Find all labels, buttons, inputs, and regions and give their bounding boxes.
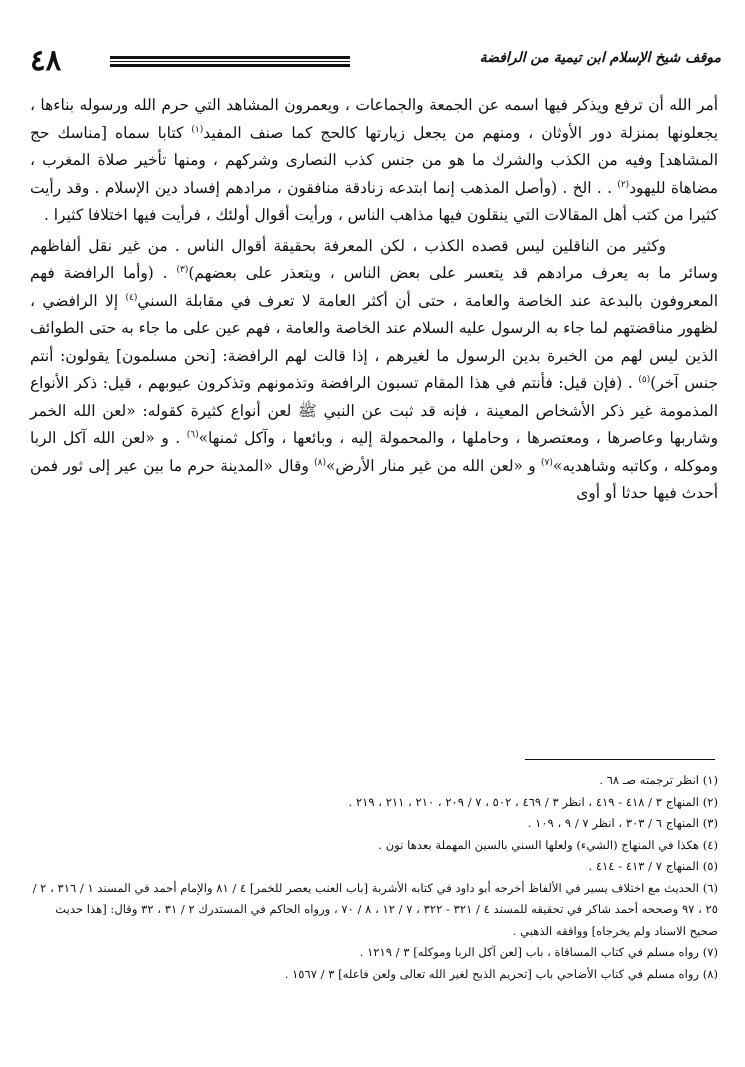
- footnote-3: (٣) المنهاج ٦ / ٣٠٣ ، انظر ٧ / ٩ ، ١٠٩ .: [527, 816, 718, 830]
- footnote-ref-8: (٨): [314, 457, 326, 468]
- paragraph-1: أمر الله أن ترفع ويذكر فيها اسمه عن الجمعة والجماعات ، ويعمرون المشاهد التي حرم الله ورسوله بناءها ، يجعلونها بمنزلة دور الأوثان ، ومنهم من يجعل زيارتها كالحج كما صنف المفيد$^{(١)}$ كتابا سماه [مناسك حج المشاهد] وفيه من الكذب والشرك ما هو من جنس كذب النصارى وشركهم ، ومنها تأخير صلاة المغرب ، مضاهاة لليهود$^{(٢)}$ . . الخ . (وأصل المذهب إنما ابتدعه زنادقة منافقون ، مرادهم إفساد دين الإسلام . وقد رأيت كثيرا من كتب أهل المقالات التي ينقلون فيها مذاهب الناس ، ورأيت أقوال أولئك ، فرأيت فيها اختلافا كثيرا .: [30, 96, 718, 224]
- footnote-5: (٥) المنهاج ٧ / ٤١٣ - ٤١٤ .: [588, 859, 718, 873]
- page-header: [28, 42, 721, 82]
- footnote-1: (١) انظر ترجمته صـ ٦٨ .: [599, 773, 718, 787]
- header-rule: [110, 56, 350, 67]
- footnote-2: (٢) المنهاج ٣ / ٤١٨ - ٤١٩ ، انظر ٣ / ٤٦٩ ، ٥٠٢ ، ٧ / ٢٠٩ ، ٢١٠ ، ٢١١ ، ٢١٩ .: [348, 794, 718, 809]
- footnote-ref-7: (٧): [541, 457, 553, 468]
- footnote-ref-2: (٢): [617, 179, 630, 190]
- footnote-ref-4: (٤): [125, 292, 138, 303]
- footnote-6: (٦) الحديث مع اختلاف يسير في الألفاظ أخرجه أبو داود في كتابه الأشربة [باب العنب يعصر للخمر] ٤ / ٨١ والإمام أحمد في المسند ١ / ٣١٦ ، ٢ / ٢٥ ، ٩٧ وصححه أحمد شاكر في تحقيقه للمسند ٤ / ٣٢١ - ٣٢٢ ، ٧ / ١٢ ، ٨ / ٧٠ ، ورواه الحاكم في المستدرك ٢ / ٣١ ، ٣٢ وقال: [هذا حديث صحيح الاسناد ولم يخرجاه] ووافقه الذهبي .: [32, 880, 718, 938]
- main-text: [30, 92, 718, 508]
- footnote-7: (٧) رواه مسلم في كتاب المساقاة ، باب [لعن آكل الربا وموكله] ٣ / ١٢١٩ .: [359, 945, 718, 959]
- footnote-ref-3: (٣): [176, 264, 189, 275]
- footnote-ref-6: (٦): [186, 429, 199, 440]
- running-title: موقف شيخ الإسلام ابن تيمية من الرافضة: [479, 50, 721, 66]
- footnote-4: (٤) هكذا في المنهاج (الشيء) ولعلها السني بالسين المهملة بعدها نون .: [378, 837, 718, 852]
- footnotes: [30, 770, 718, 985]
- footnote-divider: [525, 759, 715, 760]
- footnote-ref-5: (٥): [638, 374, 651, 385]
- footnote-ref-1: (١): [191, 124, 204, 135]
- footnote-8: (٨) رواه مسلم في كتاب الأضاحي باب [تحريم الذبح لغير الله تعالى ولعن فاعله] ٣ / ١٥٦٧ .: [284, 966, 718, 981]
- paragraph-2: وكثير من الناقلين ليس قصده الكذب ، لكن المعرفة بحقيقة أقوال الناس . من غير نقل ألفاظهم وسائر ما به يعرف مرادهم قد يتعسر على بعض الناس ، ويتعذر على بعضهم)$^{(٣)}$ . (وأما الرافضة فهم المعروفون بالبدعة عند الخاصة والعامة ، حتى أن أكثر العامة لا تعرف في مقابلة السني$^{(٤)}$ إلا الرافضي ، لظهور مناقضتهم لما جاء به الرسول عليه السلام عند الخاصة والعامة ، فهم عين على ما جاء به حتى الطوائف الذين ليس لهم من الخبرة بدين الرسول ما لغيرهم ، إذا قالت لهم الرافضة: [نحن مسلمون] يقولون: أنتم جنس آخر)$^{(٥)}$ . (فإن قيل: فأنتم في هذا المقام تسبون الرافضة وتذمونهم وتذكرون عيوبهم ، قيل: ذكر الأنواع المذمومة غير ذكر الأشخاص المعينة ، فإنه قد ثبت عن النبي ﷺ لعن أنواع كثيرة كقوله: «لعن الله الخمر وشاربها وعاصرها ، ومعتصرها ، وحاملها ، والمحمولة إليه ، وبائعها ، وآكل ثمنها»$^{(٦)}$ . و «لعن الله آكل الربا وموكله ، وكاتبه وشاهديه»$^{(٧)}$ و «لعن الله من غير منار الأرض»$^{(٨)}$ وقال «المدينة حرم ما بين عير إلى ثور فمن أحدث فيها حدثا أو أوى: [30, 236, 719, 502]
- page-number: ٤٨: [30, 43, 62, 77]
